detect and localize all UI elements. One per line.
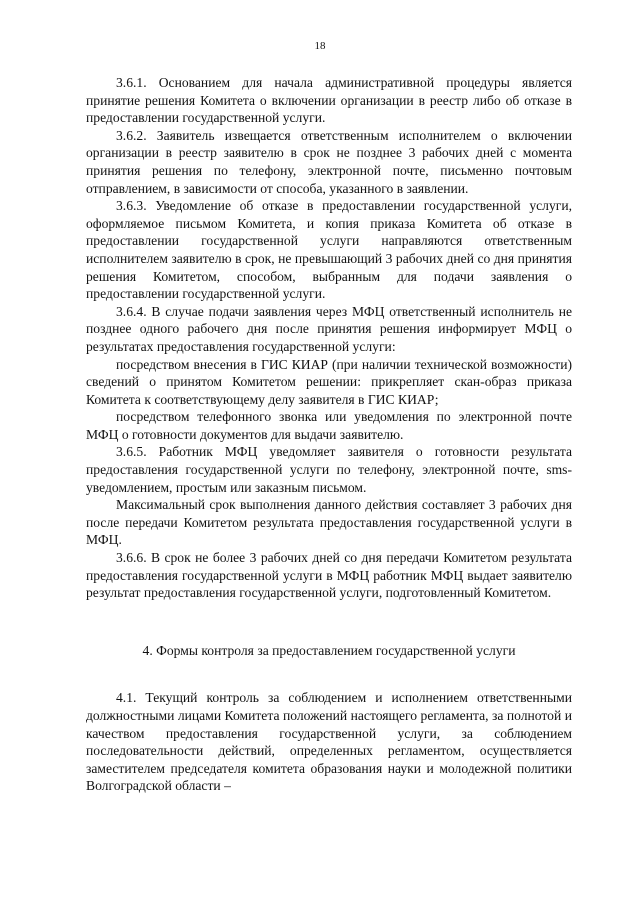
page-number: 18: [314, 40, 326, 52]
paragraph-3-6-2: 3.6.2. Заявитель извещается ответственным исполнителем о включении организации в реестр заявителю в срок не позднее 3 рабочих дней с момента принятия решения по телефону, электронной почте, письменно почтовым отправлением, в зависимости от способа, указанного в заявлении.: [86, 127, 572, 196]
section-heading: 4. Формы контроля за предоставлением государственной услуги: [142, 642, 516, 658]
paragraph-3-6-4: 3.6.4. В случае подачи заявления через МФЦ ответственный исполнитель не позднее одного рабочего дня после принятия решения информирует МФЦ о результатах предоставления государственной услуги:: [86, 303, 572, 354]
document-body: [86, 74, 572, 795]
paragraph-3-6-3: 3.6.3. Уведомление об отказе в предоставлении государственной услуги, оформляемое письмом Комитета, и копия приказа Комитета об отказе в предоставлении государственной услуги направляются ответственным исполнителем заявителю в срок, не превышающий 3 рабочих дней со дня принятия решения Комитетом, способом, выбранным для подачи заявления о предоставлении государственной услуги.: [86, 198, 572, 302]
paragraph-phone-email: посредством телефонного звонка или уведомления по электронной почте МФЦ о готовности документов для выдачи заявителю.: [86, 409, 572, 442]
paragraph-4-1: 4.1. Текущий контроль за соблюдением и исполнением ответственными должностными лицами Комитета положений настоящего регламента, за полнотой и качеством предоставления государственной услуги, за соблюдением последовательности действий, определенных регламентом, осуществляется заместителем председателя комитета образования науки и молодежной политики Волгоградской области –: [86, 690, 572, 794]
paragraph-gis-kiar: посредством внесения в ГИС КИАР (при наличии технической возможности) сведений о принятом Комитетом решении: прикрепляет скан-образ приказа Комитета к соответствующему делу заявителя в ГИС КИАР;: [86, 356, 572, 407]
paragraph-max-term: Максимальный срок выполнения данного действия составляет 3 рабочих дня после передачи Комитетом результата предоставления государственной услуги в МФЦ.: [86, 497, 572, 548]
paragraph-3-6-1: 3.6.1. Основанием для начала административной процедуры является принятие решения Комитета о включении организации в реестр либо об отказе в предоставлении государственной услуги.: [86, 75, 572, 126]
paragraph-3-6-5: 3.6.5. Работник МФЦ уведомляет заявителя о готовности результата предоставления государственной услуги по телефону, электронной почте, sms-уведомлением, простым или заказным письмом.: [86, 444, 572, 495]
paragraph-3-6-6: 3.6.6. В срок не более 3 рабочих дней со дня передачи Комитетом результата предоставления государственной услуги в МФЦ работник МФЦ выдает заявителю результат предоставления государственной услуги, подготовленный Комитетом.: [86, 550, 572, 601]
